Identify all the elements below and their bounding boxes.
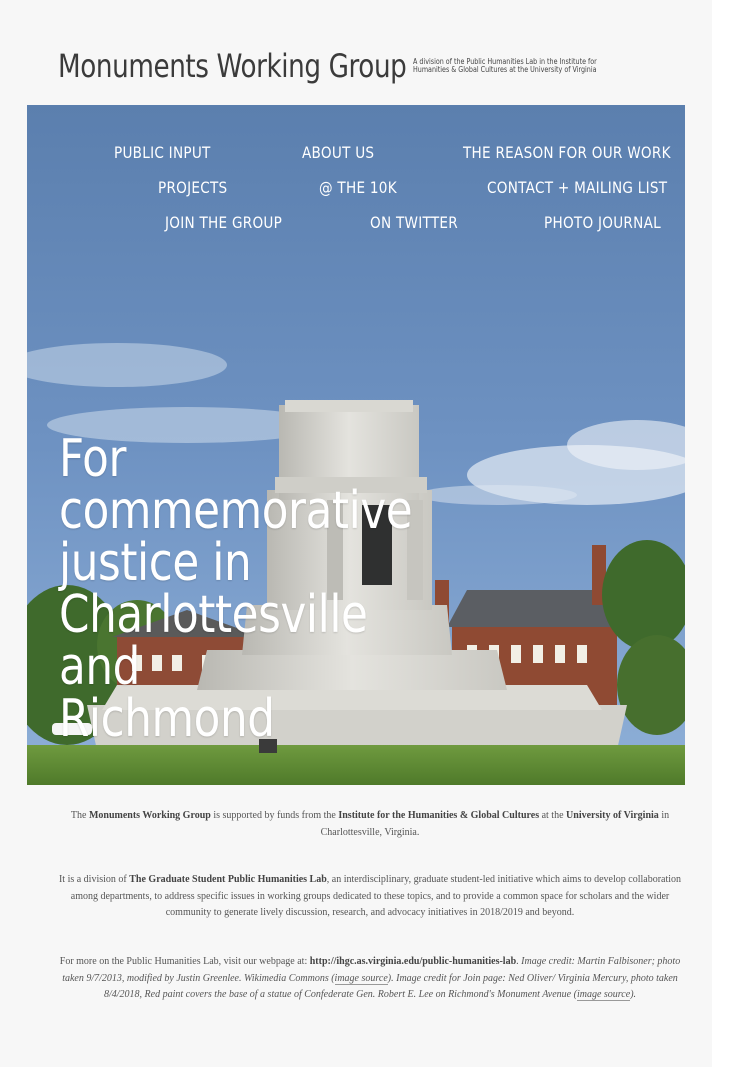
image-source-link-1[interactable]: image source: [334, 972, 388, 984]
footer-text: is supported by funds from the: [210, 810, 339, 821]
footer-text: , an interdisciplinary, graduate student-led initiative which aims to develop collaboration among departments, to address specific issues in working groups dedicated to these topics, and to provide a common space for scholars and the wider community to generate lively discussion, research, and advocacy initiatives in 2018/2019 and beyond.: [70, 874, 682, 918]
site-title[interactable]: Monuments Working Group: [58, 47, 407, 85]
footer-image-credit: Image credit: Martin Falbisoner; photo taken 9/7/2013, modified by Justin Greenlee. Wikimedia Commons (: [62, 956, 681, 984]
main-navigation: [27, 105, 685, 245]
footer-university-name: University of Virginia: [566, 810, 659, 821]
footer-image-credit: ).: [630, 989, 637, 1000]
hero-heading-line-3: Charlottesville and: [59, 585, 368, 697]
hero-heading: [59, 429, 413, 749]
nav-join-the-group[interactable]: JOIN THE GROUP: [165, 213, 283, 232]
footer-text: For more on the Public Humanities Lab, visit our webpage at:: [59, 956, 310, 967]
footer-paragraph-division: [55, 872, 685, 922]
footer-text: It is a division of: [58, 874, 130, 885]
footer-image-credit: ). Image credit for Join page: Ned Oliver/ Virginia Mercury, photo taken 8/4/2018, Red paint covers the base of a statue of Confederate Gen. Robert E. Lee on Richmond's Monument Avenue (: [103, 972, 678, 1000]
nav-contact-mailing-list[interactable]: CONTACT + MAILING LIST: [487, 178, 668, 197]
footer-institute-name: Institute for the Humanities & Global Cultures: [338, 810, 540, 821]
footer-paragraph-credits: [55, 954, 685, 1004]
footer-text: at the: [539, 810, 567, 821]
nav-projects[interactable]: PROJECTS: [158, 178, 228, 197]
footer-text: .: [516, 956, 522, 967]
nav-the-10k[interactable]: @ THE 10K: [319, 178, 397, 197]
nav-reason-for-our-work[interactable]: THE REASON FOR OUR WORK: [463, 143, 671, 162]
footer-text: in Charlottesville, Virginia.: [320, 810, 670, 838]
hero-heading-line-2: justice in: [59, 533, 252, 593]
hero-heading-line-4: Richmond: [59, 689, 275, 749]
site-header: [58, 46, 597, 90]
footer-paragraph-support: [55, 808, 685, 841]
footer-lab-name: The Graduate Student Public Humanities Lab: [129, 874, 327, 885]
image-source-link-2[interactable]: image source: [576, 989, 631, 1000]
nav-on-twitter[interactable]: ON TWITTER: [370, 213, 458, 232]
nav-photo-journal[interactable]: PHOTO JOURNAL: [544, 213, 661, 232]
footer-org-name: Monuments Working Group: [88, 810, 211, 821]
hero-heading-line-1: For commemorative: [59, 429, 413, 541]
site-tagline: A division of the Public Humanities Lab in the Institute for Humanities & Global Cultures at the University of Virginia: [413, 57, 597, 74]
nav-about-us[interactable]: ABOUT US: [302, 143, 375, 162]
hero-banner: [27, 105, 685, 785]
footer-text: The: [70, 810, 89, 821]
footer-lab-url-link[interactable]: http://ihgc.as.virginia.edu/public-humanities-lab: [309, 956, 517, 967]
footer: [27, 790, 712, 1040]
nav-public-input[interactable]: PUBLIC INPUT: [114, 143, 211, 162]
